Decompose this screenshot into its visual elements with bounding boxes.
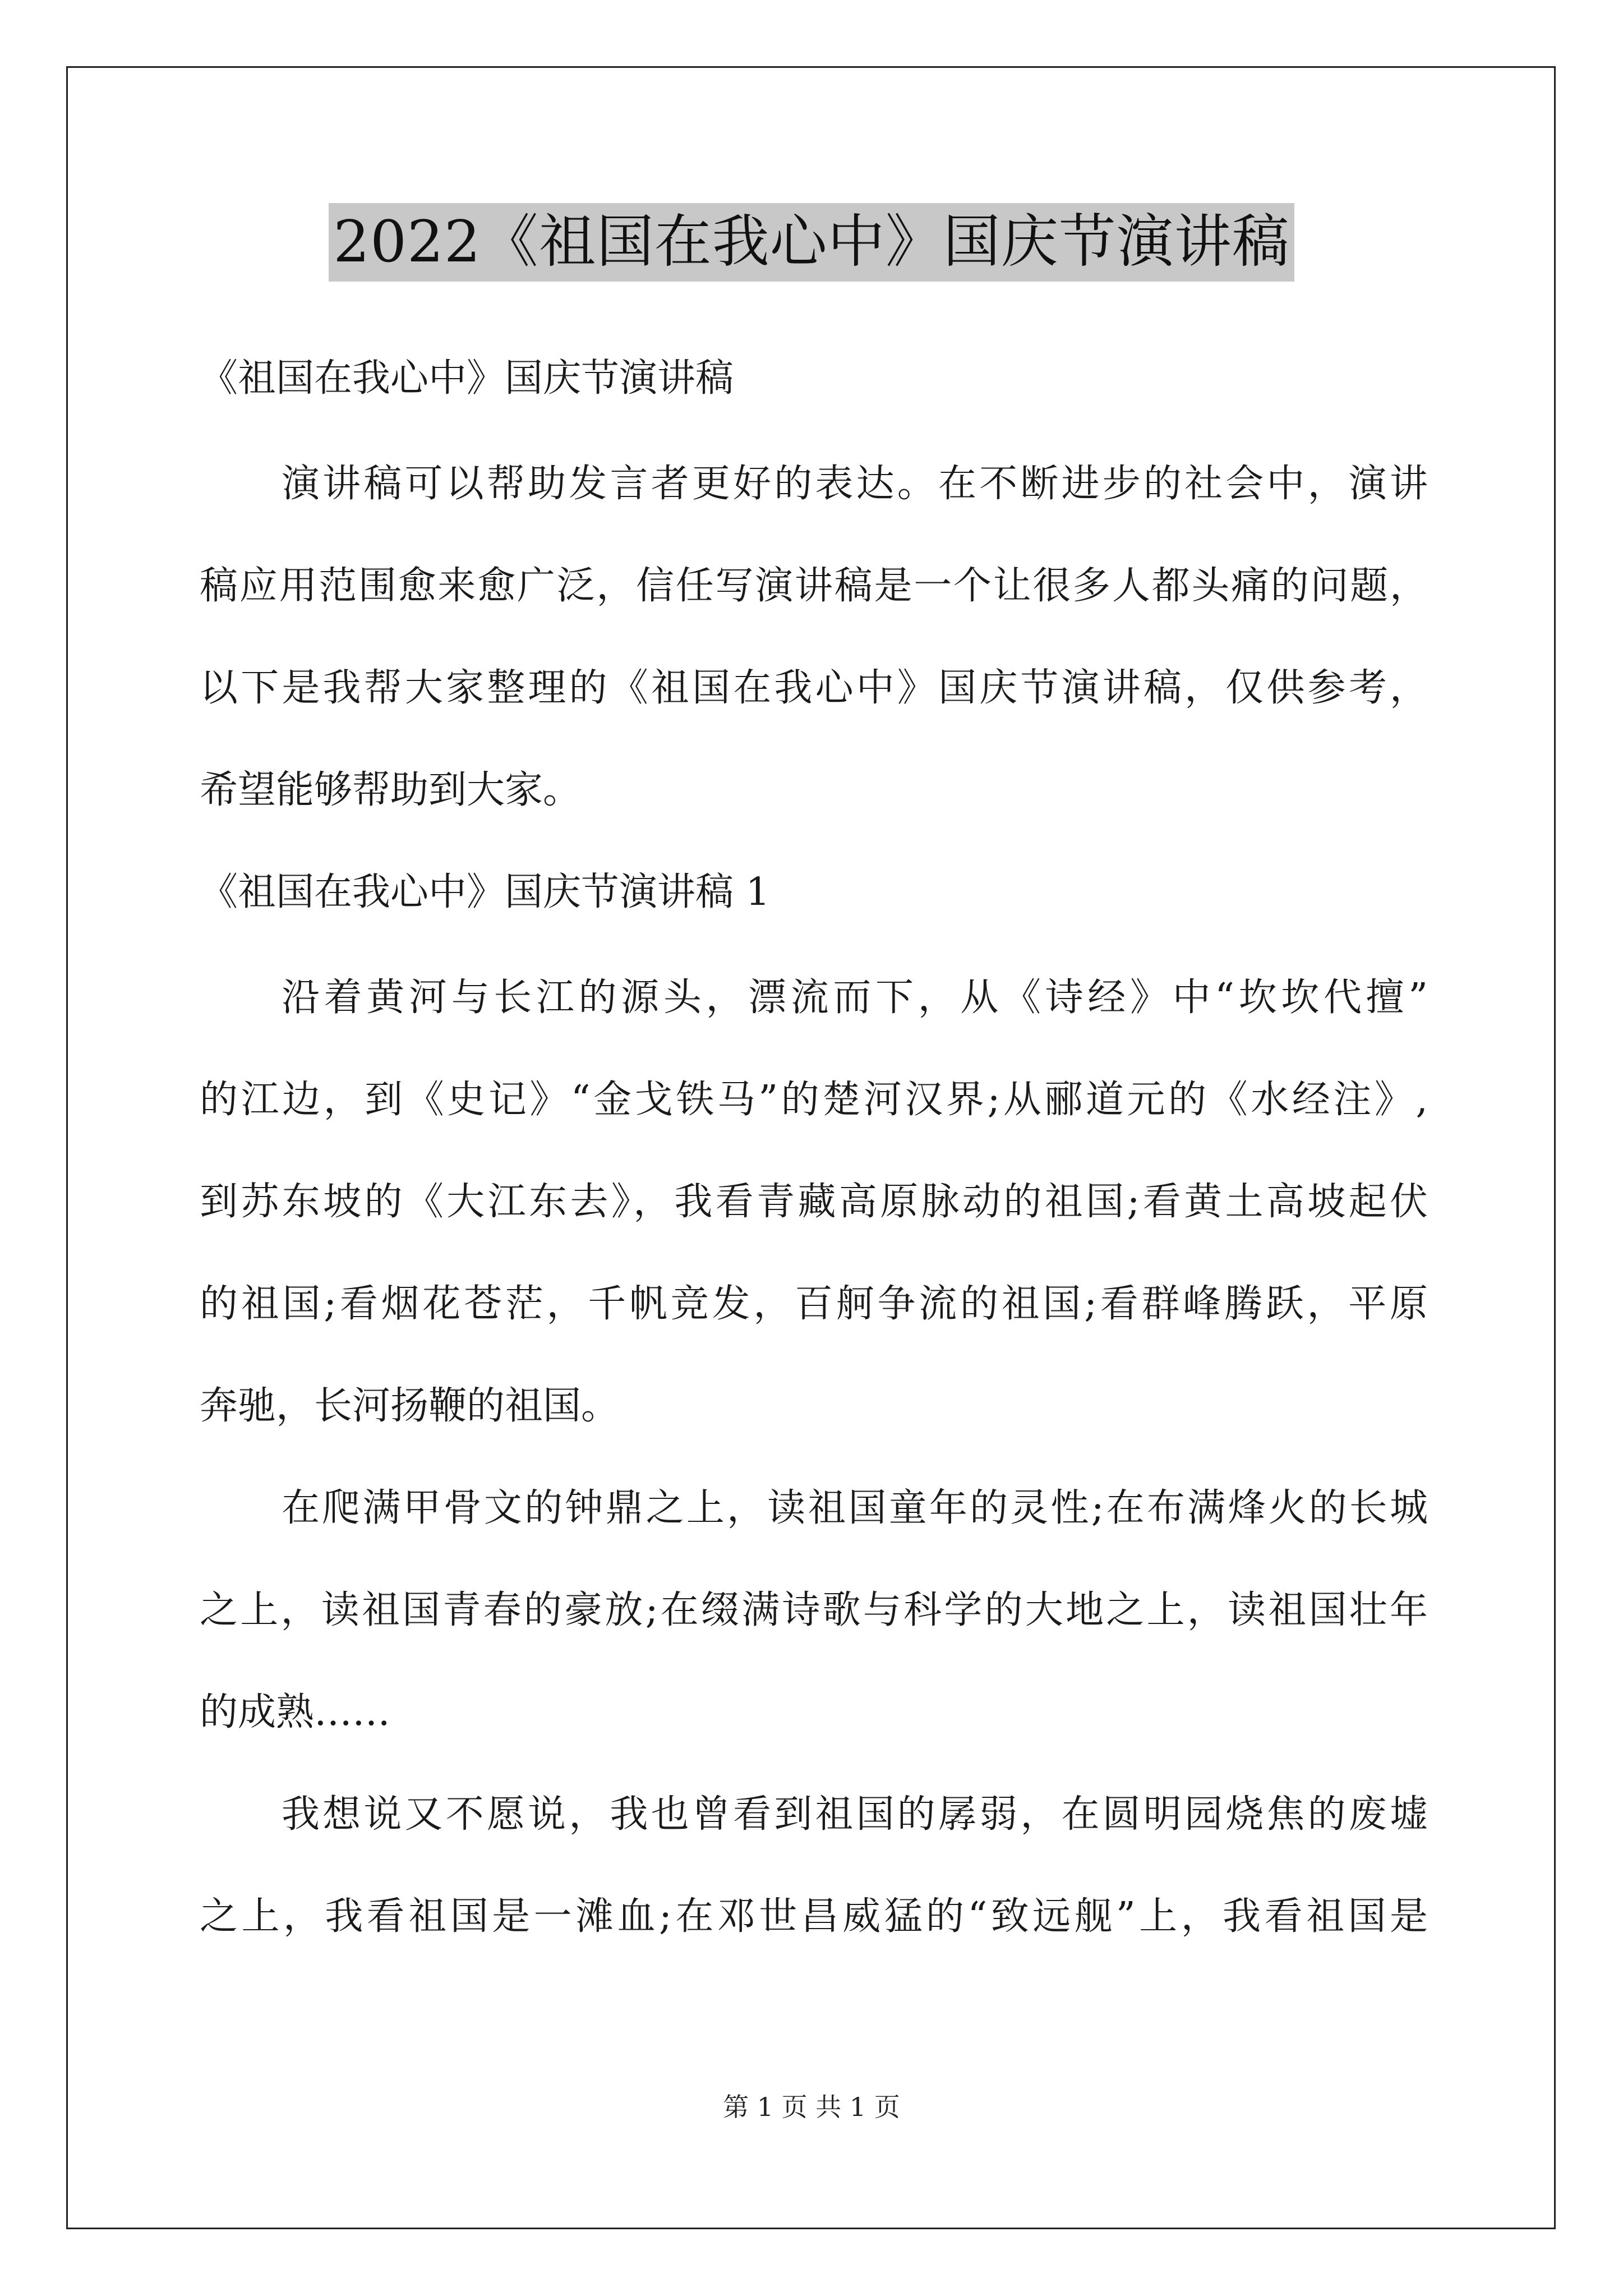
paragraph-line: 奔驰，长河扬鞭的祖国。	[200, 1384, 620, 1428]
subtitle-line: 《祖国在我心中》国庆节演讲稿	[200, 356, 734, 401]
document-title: 2022《祖国在我心中》国庆节演讲稿	[329, 203, 1294, 282]
paragraph-line: 到苏东坡的《大江东去》，我看青藏高原脉动的祖国;看黄土高坡起伏	[200, 1180, 1428, 1224]
paragraph-line: 的祖国;看烟花苍茫，千帆竞发，百舸争流的祖国;看群峰腾跃，平原	[200, 1282, 1428, 1326]
paragraph-line: 的江边，到《史记》“金戈铁马”的楚河汉界;从郦道元的《水经注》,	[200, 1078, 1428, 1122]
page-footer: 第 1 页 共 1 页	[723, 2092, 900, 2122]
paragraph-line: 的成熟……	[200, 1690, 391, 1734]
paragraph-line: 沿着黄河与长江的源头，漂流而下，从《诗经》中“坎坎代擅”	[282, 976, 1428, 1020]
title-container	[0, 203, 1623, 282]
paragraph-line: 演讲稿可以帮助发言者更好的表达。在不断进步的社会中，演讲	[282, 462, 1428, 506]
paragraph-line: 稿应用范围愈来愈广泛，信任写演讲稿是一个让很多人都头痛的问题，	[200, 564, 1428, 608]
paragraph-line: 在爬满甲骨文的钟鼎之上，读祖国童年的灵性;在布满烽火的长城	[282, 1486, 1428, 1530]
paragraph-line: 之上，读祖国青春的豪放;在缀满诗歌与科学的大地之上，读祖国壮年	[200, 1588, 1428, 1632]
paragraph-line: 以下是我帮大家整理的《祖国在我心中》国庆节演讲稿，仅供参考，	[200, 666, 1428, 710]
paragraph-line: 希望能够帮助到大家。	[200, 768, 582, 812]
paragraph-line: 我想说又不愿说，我也曾看到祖国的孱弱，在圆明园烧焦的废墟	[282, 1792, 1428, 1837]
document-body	[200, 345, 1428, 1985]
paragraph-line: 之上，我看祖国是一滩血;在邓世昌威猛的“致远舰”上，我看祖国是	[200, 1894, 1428, 1939]
section-heading: 《祖国在我心中》国庆节演讲稿 1	[200, 870, 770, 914]
